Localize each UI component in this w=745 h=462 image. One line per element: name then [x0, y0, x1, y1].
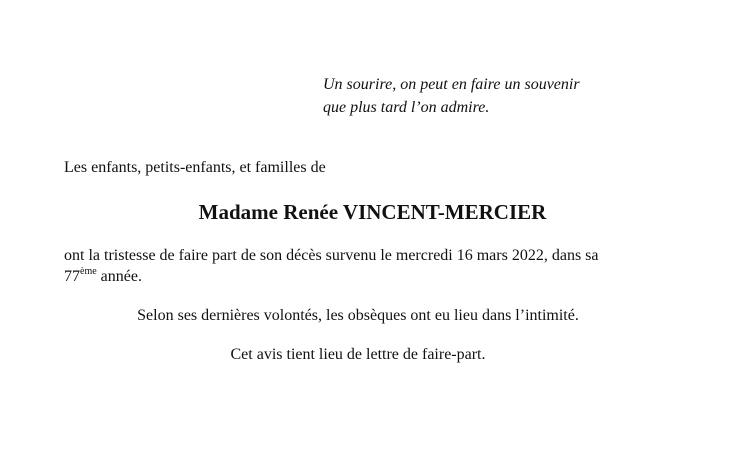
epigraph-line-1: Un sourire, on peut en faire un souvenir [323, 76, 580, 93]
age-suffix: ème [80, 265, 97, 277]
announcement-paragraph [64, 245, 664, 287]
funeral-wishes-text: Selon ses dernières volontés, les obsèques ont eu lieu dans l’intimité. [137, 307, 579, 324]
epigraph-line-2: que plus tard l’on admire. [323, 99, 490, 116]
announcement-line-2 [64, 266, 664, 287]
age-word: année. [96, 268, 142, 285]
intro-text: Les enfants, petits-enfants, et familles de [64, 159, 326, 176]
notice-text: Cet avis tient lieu de lettre de faire-part. [230, 346, 486, 363]
announcement-line-1: ont la tristesse de faire part de son décès survenu le mercredi 16 mars 2022, dans sa [64, 247, 599, 264]
epigraph [323, 73, 580, 119]
age-number: 77 [64, 268, 80, 285]
deceased-name: Madame Renée VINCENT-MERCIER [198, 200, 547, 224]
